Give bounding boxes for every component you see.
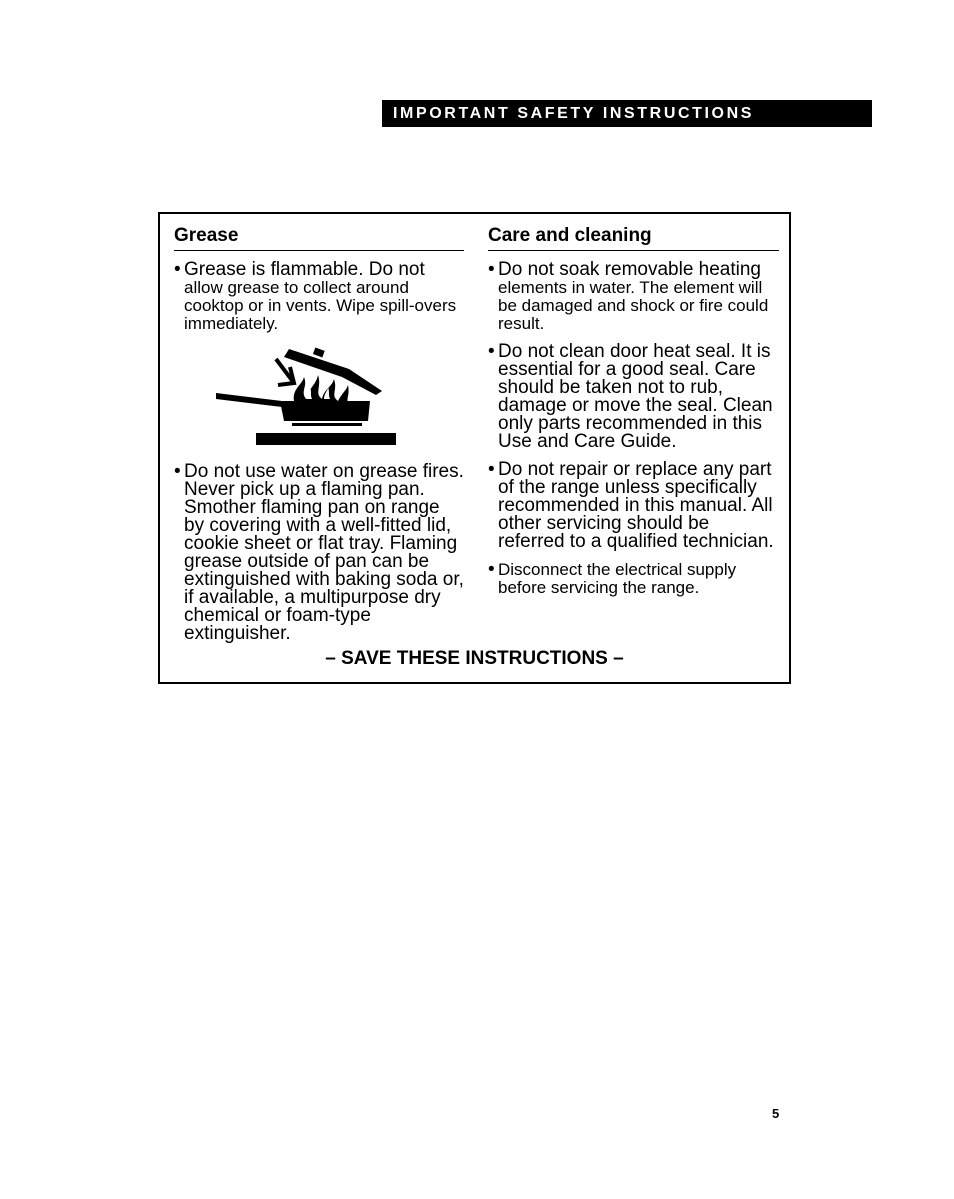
bullet-dot: • xyxy=(488,341,495,362)
section-header-bar xyxy=(382,100,872,127)
care-bullet-3-text: Do not repair or replace any part of the range unless specifically recommended in this manual. All other servicing should be referred to a qualified technician. xyxy=(498,459,774,552)
care-heading: Care and cleaning xyxy=(488,224,779,251)
grease-column xyxy=(174,224,464,643)
grease-bullet-2-text: Do not use water on grease fires. Never pick up a flaming pan. Smother flaming pan on range by covering with a well-fitted lid, cookie sheet or flat tray. Flaming grease outside of pan can be extinguished with baking soda or, if available, a multipurpose dry chemical or foam-type extinguisher. xyxy=(184,461,464,644)
care-bullet-2-text: Do not clean door heat seal. It is essential for a good seal. Care should be taken not to rub, damage or move the seal. Clean only parts recommended in this Use and Care Guide. xyxy=(498,341,773,452)
care-bullet-1-lead: Do not soak removable heating xyxy=(498,259,761,280)
care-bullet-2 xyxy=(488,343,779,451)
care-bullet-4 xyxy=(488,561,779,597)
care-bullet-1-rest: elements in water. The element will be damaged and shock or fire could result. xyxy=(498,278,769,333)
bullet-dot: • xyxy=(488,259,495,280)
bullet-dot: • xyxy=(174,461,181,482)
safety-box xyxy=(158,212,791,684)
flaming-pan-lid-icon xyxy=(214,341,414,451)
grease-heading: Grease xyxy=(174,224,464,251)
grease-bullet-2 xyxy=(174,463,464,643)
section-header-title: IMPORTANT SAFETY INSTRUCTIONS xyxy=(393,105,755,122)
page-number: 5 xyxy=(772,1106,780,1121)
grease-fire-illustration xyxy=(174,341,464,453)
grease-bullet-1-lead: Grease is flammable. Do not xyxy=(184,259,425,280)
grease-bullet-1-rest: allow grease to collect around cooktop or in vents. Wipe spill-overs immediately. xyxy=(184,278,457,333)
save-instructions-note: – SAVE THESE INSTRUCTIONS – xyxy=(325,648,624,669)
care-column xyxy=(488,224,779,597)
bullet-dot: • xyxy=(488,459,495,480)
grease-bullet-1 xyxy=(174,261,464,333)
care-bullet-3 xyxy=(488,461,779,551)
bullet-dot: • xyxy=(488,559,495,580)
care-bullet-1 xyxy=(488,261,779,333)
bullet-dot: • xyxy=(174,259,181,280)
care-bullet-4-text: Disconnect the electrical supply before servicing the range. xyxy=(498,560,737,597)
